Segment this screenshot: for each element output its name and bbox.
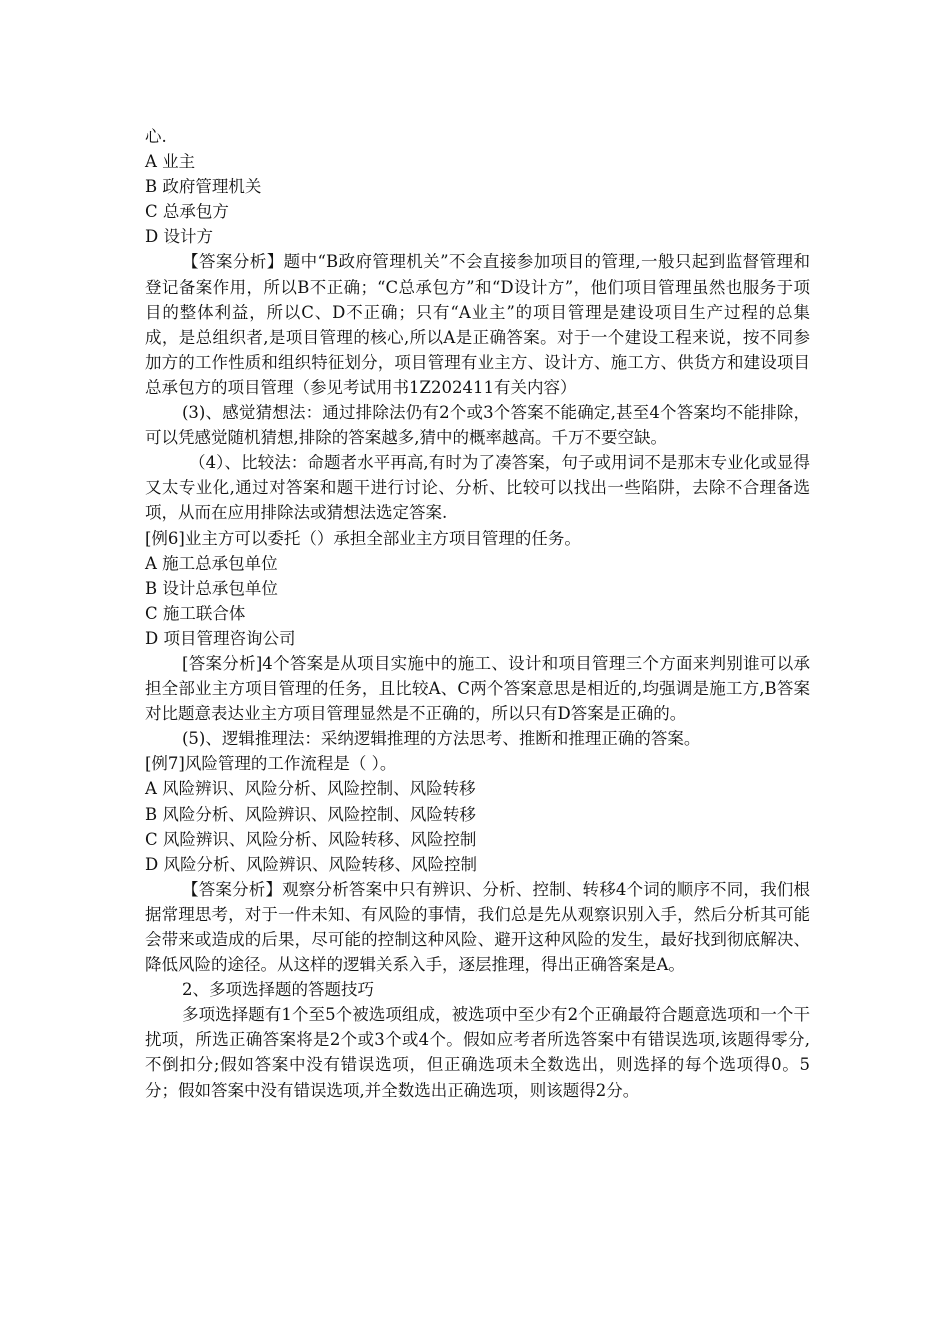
option-c: C 总承包方	[145, 202, 229, 222]
example-7-question: [例7]风险管理的工作流程是（ ）。	[145, 754, 397, 774]
example-6-question: [例6]业主方可以委托（）承担全部业主方项目管理的任务。	[145, 528, 581, 548]
method-compare-paragraph: （4）、比较法：命题者水平再高,有时为了凑答案，句子或用词不是那末专业化或显得又太专业化,通过对答案和题干进行讨论、分析、比较可以找出一些陷阱，去除不合理备选项，从而在应用排除法或猜想法选定答案.	[145, 453, 810, 523]
method-logic-paragraph: (5)、逻辑推理法：采纳逻辑推理的方法思考、推断和推理正确的答案。	[182, 729, 701, 749]
section-heading-multiple-choice: 2、多项选择题的答题技巧	[182, 980, 374, 1000]
answer-analysis-paragraph: 【答案分析】题中“B政府管理机关”不会直接参加项目的管理,一般只起到监督管理和登记备案作用，所以B不正确；“C总承包方”和“D设计方”，他们项目管理虽然也服务于项目的整体利益，所以C、D不正确；只有“A业主”的项目管理是建设项目生产过程的总集成，是总组织者,是项目管理的核心,所以A是正确答案。对于一个建设工程来说，按不同参加方的工作性质和组织特征划分，项目管理有业主方、设计方、施工方、供货方和建设项目总承包方的项目管理（参见考试用书1Z202411有关内容）	[145, 252, 810, 397]
option-b: B 风险分析、风险辨识、风险控制、风险转移	[145, 804, 476, 824]
paragraph-continuation: 心.	[145, 127, 167, 146]
option-b: B 政府管理机关	[145, 177, 262, 197]
option-c: C 施工联合体	[145, 603, 246, 623]
method-guess-paragraph: (3)、感觉猜想法：通过排除法仍有2个或3个答案不能确定,甚至4个答案均不能排除，可以凭感觉随机猜想,排除的答案越多,猜中的概率越高。千万不要空缺。	[145, 403, 810, 448]
option-c: C 风险辨识、风险分析、风险转移、风险控制	[145, 829, 477, 849]
option-d: D 风险分析、风险辨识、风险转移、风险控制	[145, 854, 477, 874]
option-a: A 施工总承包单位	[145, 553, 278, 573]
option-d: D 设计方	[145, 227, 213, 247]
option-a: A 业主	[145, 152, 196, 172]
option-a: A 风险辨识、风险分析、风险控制、风险转移	[145, 779, 476, 799]
option-d: D 项目管理咨询公司	[145, 628, 296, 648]
multiple-choice-rules-paragraph: 多项选择题有1个至5个被选项组成，被选项中至少有2个正确最符合题意选项和一个干扰项，所选正确答案将是2个或3个或4个。假如应考者所选答案中有错误选项,该题得零分,不倒扣分;假如答案中没有错误选项，但正确选项未全数选出，则选择的每个选项得0。5分；假如答案中没有错误选项,并全数选出正确选项，则该题得2分。	[145, 1005, 810, 1100]
answer-analysis-paragraph: 【答案分析】观察分析答案中只有辨识、分析、控制、转移4个词的顺序不同，我们根据常理思考，对于一件未知、有风险的事情，我们总是先从观察识别入手，然后分析其可能会带来或造成的后果，尽可能的控制这种风险、避开这种风险的发生，最好找到彻底解决、降低风险的途径。从这样的逻辑关系入手，逐层推理，得出正确答案是A。	[145, 879, 810, 975]
document-body	[145, 124, 810, 1103]
answer-analysis-paragraph: [答案分析]4个答案是从项目实施中的施工、设计和项目管理三个方面来判别谁可以承担全部业主方项目管理的任务，且比较A、C两个答案意思是相近的,均强调是施工方,B答案对比题意表达业主方项目管理显然是不正确的，所以只有D答案是正确的。	[145, 653, 810, 724]
option-b: B 设计总承包单位	[145, 578, 278, 598]
